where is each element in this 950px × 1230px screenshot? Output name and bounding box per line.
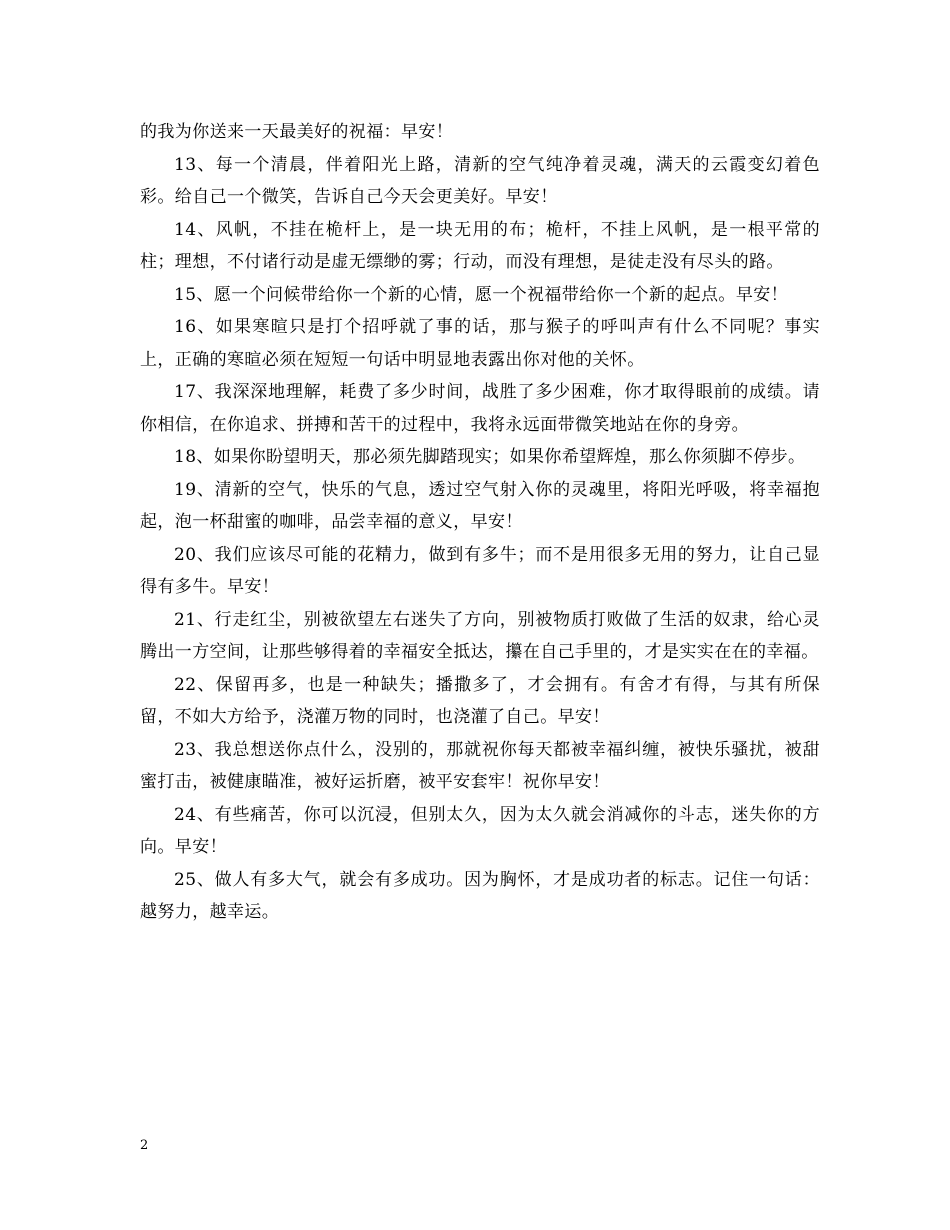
paragraph-14: 14、风帆，不挂在桅杆上，是一块无用的布；桅杆，不挂上风帆，是一根平常的柱；理想，不付诸行动是虚无缥缈的雾；行动，而没有理想，是徒走没有尽头的路。: [140, 219, 820, 272]
document-body: [140, 116, 820, 929]
page-number: 2: [140, 1138, 149, 1153]
paragraph-25: 25、做人有多大气，就会有多成功。因为胸怀，才是成功者的标志。记住一句话：越努力，越幸运。: [140, 869, 820, 922]
paragraph-15: 15、愿一个问候带给你一个新的心情，愿一个祝福带给你一个新的起点。早安！: [174, 284, 789, 305]
paragraph-21: 21、行走红尘，别被欲望左右迷失了方向，别被物质打败做了生活的奴隶，给心灵腾出一方空间，让那些够得着的幸福安全抵达，攥在自己手里的，才是实实在在的幸福。: [140, 609, 820, 662]
paragraph-20: 20、我们应该尽可能的花精力，做到有多牛；而不是用很多无用的努力，让自己显得有多牛。早安！: [140, 544, 820, 597]
paragraph-13: 13、每一个清晨，伴着阳光上路，清新的空气纯净着灵魂，满天的云霞变幻着色彩。给自己一个微笑，告诉自己今天会更美好。早安！: [140, 154, 820, 207]
paragraph-19: 19、清新的空气，快乐的气息，透过空气射入你的灵魂里，将阳光呼吸，将幸福抱起，泡一杯甜蜜的咖啡，品尝幸福的意义，早安！: [140, 479, 820, 532]
paragraph-22: 22、保留再多，也是一种缺失；播撒多了，才会拥有。有舍才有得，与其有所保留，不如大方给予，浇灌万物的同时，也浇灌了自己。早安！: [140, 674, 820, 727]
paragraph-18: 18、如果你盼望明天，那必须先脚踏现实；如果你希望辉煌，那么你须脚不停步。: [174, 447, 806, 467]
paragraph-17: 17、我深深地理解，耗费了多少时间，战胜了多少困难，你才取得眼前的成绩。请你相信，在你追求、拼搏和苦干的过程中，我将永远面带微笑地站在你的身旁。: [140, 382, 820, 435]
paragraph-23: 23、我总想送你点什么，没别的，那就祝你每天都被幸福纠缠，被快乐骚扰，被甜蜜打击，被健康瞄准，被好运折磨，被平安套牢！祝你早安！: [140, 739, 820, 792]
paragraph-24: 24、有些痛苦，你可以沉浸，但别太久，因为太久就会消减你的斗志，迷失你的方向。早安！: [140, 804, 820, 857]
paragraph-16: 16、如果寒暄只是打个招呼就了事的话，那与猴子的呼叫声有什么不同呢？事实上，正确的寒暄必须在短短一句话中明显地表露出你对他的关怀。: [140, 317, 820, 370]
paragraph-continuation: 的我为你送来一天最美好的祝福：早安！: [140, 122, 454, 142]
